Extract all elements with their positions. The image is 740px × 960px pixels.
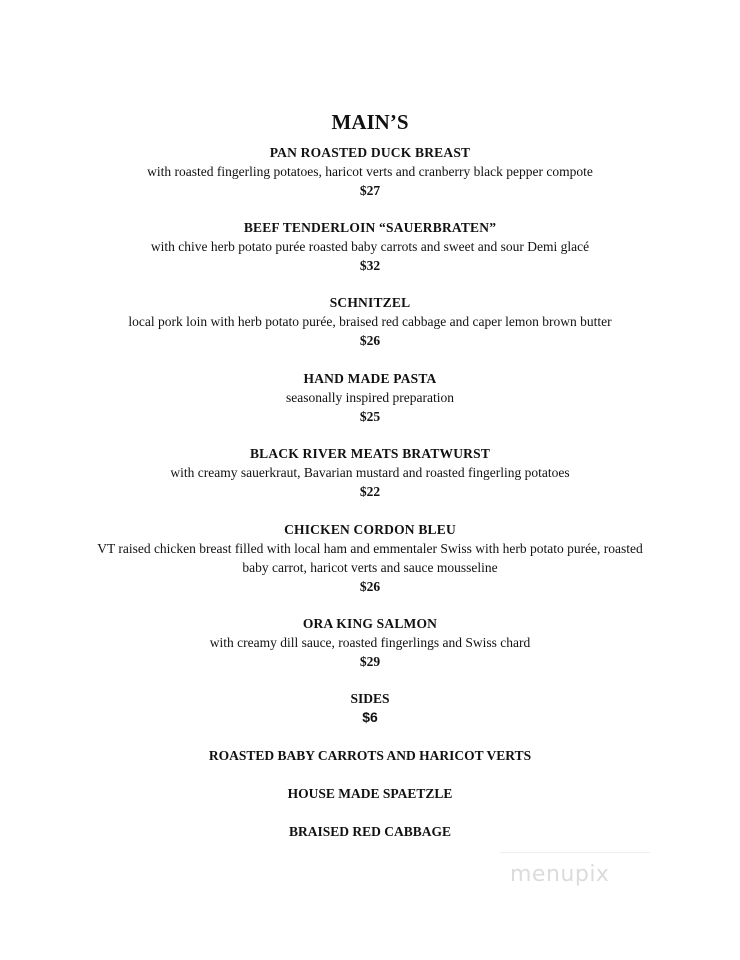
item-description: with roasted fingerling potatoes, haricot verts and cranberry black pepper compote [147, 164, 593, 179]
menu-item-sauerbraten [60, 218, 680, 275]
item-price: $22 [359, 484, 381, 499]
item-description-line-2: baby carrot, haricot verts and sauce mousseline [242, 560, 498, 575]
side-item: BRAISED RED CABBAGE [288, 824, 452, 839]
menu-item-duck [60, 143, 680, 200]
item-description-line-1: VT raised chicken breast filled with local ham and emmentaler Swiss with herb potato purée, roasted [97, 541, 643, 556]
sides-title: SIDES [350, 691, 390, 706]
menu-item-bratwurst [60, 444, 680, 501]
menu-title: MAIN’S [331, 110, 409, 134]
menupix-watermark [500, 846, 660, 896]
item-price: $29 [359, 654, 381, 669]
menu-item-cordon-bleu [60, 520, 680, 596]
sides-price: $6 [362, 709, 378, 725]
item-name: BEEF TENDERLOIN “SAUERBRATEN” [243, 220, 497, 235]
item-price: $26 [359, 579, 381, 594]
item-name: PAN ROASTED DUCK BREAST [269, 145, 471, 160]
item-price: $25 [359, 409, 381, 424]
item-price: $32 [359, 258, 381, 273]
item-description: seasonally inspired preparation [286, 390, 454, 405]
item-name: HAND MADE PASTA [303, 371, 437, 386]
item-price: $27 [359, 183, 381, 198]
side-item: HOUSE MADE SPAETZLE [287, 786, 453, 801]
item-name: SCHNITZEL [329, 295, 411, 310]
menu-item-schnitzel [60, 293, 680, 350]
watermark-divider [500, 852, 650, 853]
item-description: local pork loin with herb potato purée, braised red cabbage and caper lemon brown butter [128, 314, 612, 329]
menu-item-salmon [60, 614, 680, 671]
item-description: with creamy sauerkraut, Bavarian mustard and roasted fingerling potatoes [170, 465, 570, 480]
item-description: with chive herb potato purée roasted baby carrots and sweet and sour Demi glacé [150, 239, 590, 254]
menu-item-pasta [60, 369, 680, 426]
item-name: BLACK RIVER MEATS BRATWURST [249, 446, 491, 461]
item-name: ORA KING SALMON [302, 616, 438, 631]
watermark-logo-text: menupix [510, 862, 610, 887]
item-description: with creamy dill sauce, roasted fingerlings and Swiss chard [209, 635, 531, 650]
item-price: $26 [359, 333, 381, 348]
side-item: ROASTED BABY CARROTS AND HARICOT VERTS [208, 748, 532, 763]
item-name: CHICKEN CORDON BLEU [284, 522, 456, 537]
